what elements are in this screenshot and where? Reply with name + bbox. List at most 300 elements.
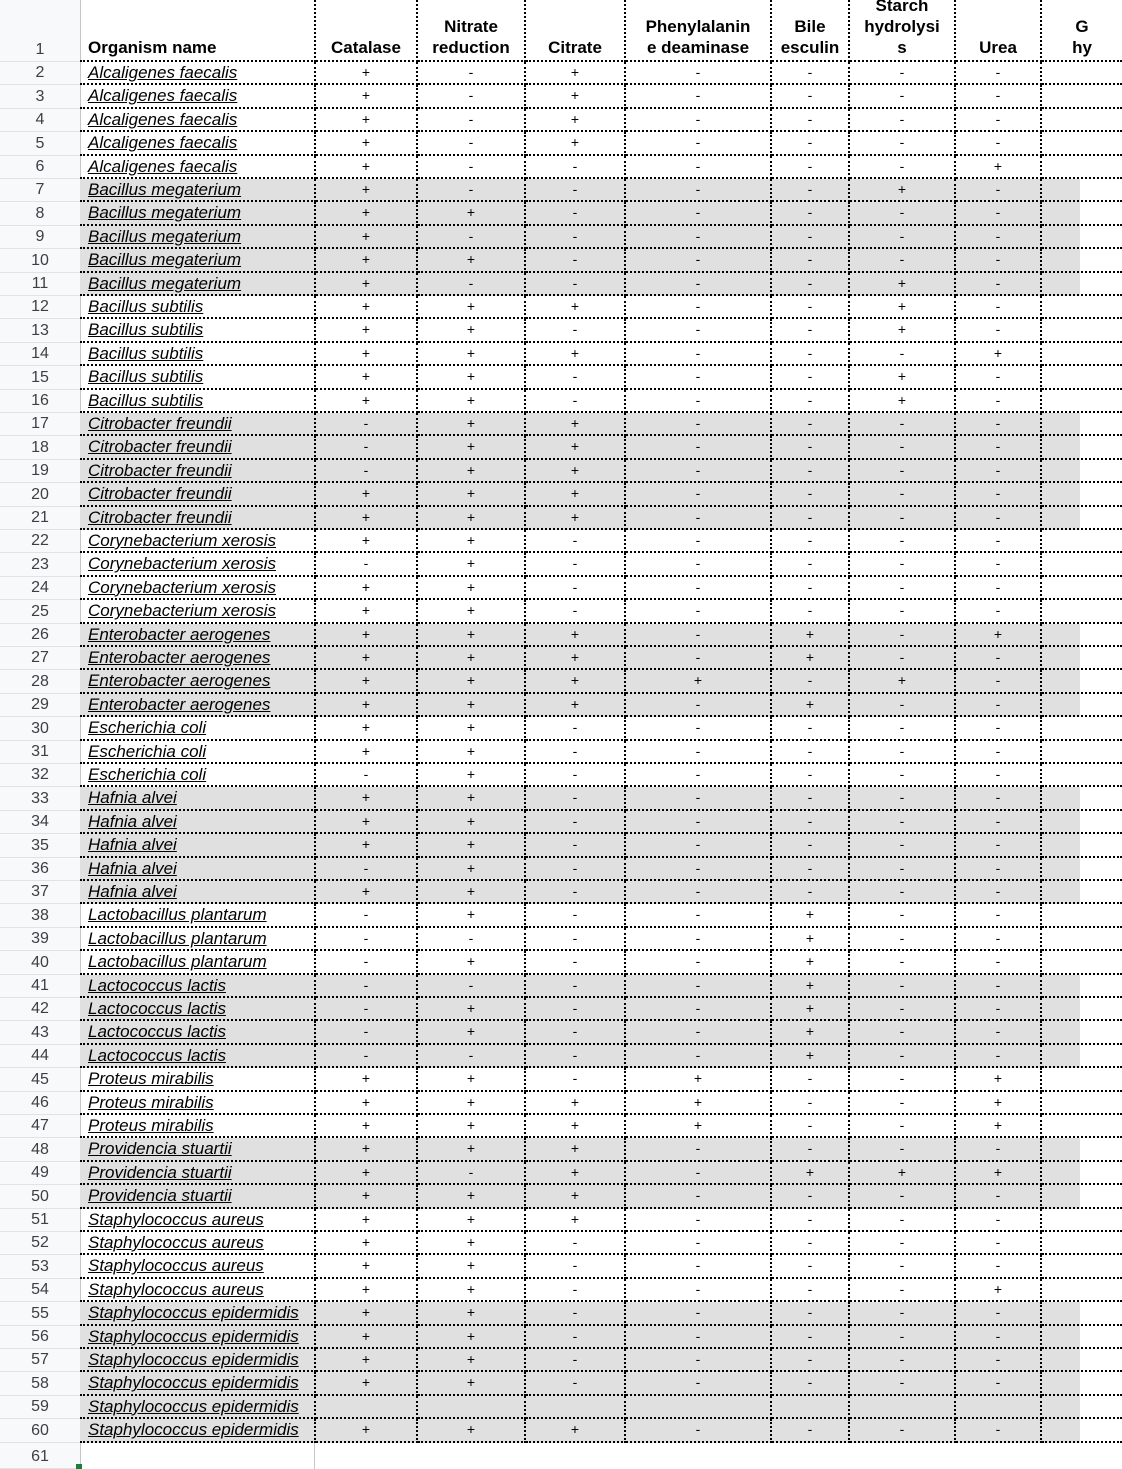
row-number[interactable]: [0, 1021, 80, 1044]
row-number[interactable]: [0, 273, 80, 296]
test-result-cell[interactable]: -: [772, 179, 850, 202]
empty-cell[interactable]: [1042, 436, 1122, 459]
empty-cell[interactable]: [1042, 273, 1122, 296]
test-result-cell[interactable]: +: [418, 1279, 526, 1302]
test-result-cell[interactable]: -: [956, 1021, 1042, 1044]
test-result-cell[interactable]: -: [956, 1209, 1042, 1232]
row-number[interactable]: [0, 179, 80, 202]
test-result-cell[interactable]: -: [626, 436, 772, 459]
test-result-cell[interactable]: -: [316, 764, 418, 787]
test-result-cell[interactable]: -: [850, 1326, 956, 1349]
organism-name-cell[interactable]: Staphylococcus epidermidis: [80, 1349, 316, 1372]
test-result-cell[interactable]: -: [772, 1255, 850, 1278]
row-number[interactable]: [0, 764, 80, 787]
test-result-cell[interactable]: -: [772, 507, 850, 530]
test-result-cell[interactable]: +: [526, 1138, 626, 1161]
test-result-cell[interactable]: -: [772, 249, 850, 272]
test-result-cell[interactable]: -: [850, 647, 956, 670]
row-number[interactable]: [0, 647, 80, 670]
test-result-cell[interactable]: -: [850, 109, 956, 132]
empty-cell[interactable]: [1042, 1326, 1122, 1349]
test-result-cell[interactable]: -: [626, 62, 772, 85]
row-number[interactable]: [0, 741, 80, 764]
test-result-cell[interactable]: -: [526, 834, 626, 857]
test-result-cell[interactable]: -: [526, 319, 626, 342]
test-result-cell[interactable]: -: [418, 132, 526, 155]
empty-cell[interactable]: [1042, 483, 1122, 506]
test-result-cell[interactable]: +: [316, 132, 418, 155]
test-result-cell[interactable]: +: [526, 624, 626, 647]
test-result-cell[interactable]: -: [956, 647, 1042, 670]
row-number[interactable]: [0, 1185, 80, 1208]
test-result-cell[interactable]: -: [626, 1209, 772, 1232]
row-number[interactable]: [0, 1396, 80, 1419]
test-result-cell[interactable]: +: [418, 483, 526, 506]
row-number[interactable]: [0, 249, 80, 272]
test-result-cell[interactable]: -: [526, 249, 626, 272]
test-result-cell[interactable]: -: [626, 811, 772, 834]
test-result-cell[interactable]: -: [316, 460, 418, 483]
test-result-cell[interactable]: +: [418, 1138, 526, 1161]
test-result-cell[interactable]: -: [850, 624, 956, 647]
test-result-cell[interactable]: -: [418, 1045, 526, 1068]
test-result-cell[interactable]: -: [956, 460, 1042, 483]
test-result-cell[interactable]: -: [526, 975, 626, 998]
test-result-cell[interactable]: +: [956, 1115, 1042, 1138]
test-result-cell[interactable]: -: [772, 109, 850, 132]
test-result-cell[interactable]: -: [626, 647, 772, 670]
test-result-cell[interactable]: +: [316, 1255, 418, 1278]
test-result-cell[interactable]: +: [526, 132, 626, 155]
test-result-cell[interactable]: +: [316, 694, 418, 717]
test-result-cell[interactable]: -: [526, 811, 626, 834]
row-number[interactable]: [0, 1419, 80, 1442]
test-result-cell[interactable]: +: [316, 881, 418, 904]
test-result-cell[interactable]: +: [316, 1162, 418, 1185]
organism-name-cell[interactable]: Bacillus subtilis: [80, 319, 316, 342]
test-result-cell[interactable]: -: [526, 156, 626, 179]
test-result-cell[interactable]: -: [626, 577, 772, 600]
organism-name-cell[interactable]: Providencia stuartii: [80, 1185, 316, 1208]
test-result-cell[interactable]: -: [956, 975, 1042, 998]
test-result-cell[interactable]: -: [772, 858, 850, 881]
test-result-cell[interactable]: +: [626, 1115, 772, 1138]
organism-name-cell[interactable]: Enterobacter aerogenes: [80, 694, 316, 717]
test-result-cell[interactable]: -: [526, 951, 626, 974]
test-result-cell[interactable]: -: [956, 834, 1042, 857]
test-result-cell[interactable]: -: [526, 1045, 626, 1068]
test-result-cell[interactable]: -: [626, 319, 772, 342]
test-result-cell[interactable]: -: [850, 1185, 956, 1208]
organism-name-cell[interactable]: Escherichia coli: [80, 764, 316, 787]
empty-cell[interactable]: [1042, 834, 1122, 857]
test-result-cell[interactable]: +: [316, 1419, 418, 1442]
test-result-cell[interactable]: +: [772, 928, 850, 951]
test-result-cell[interactable]: +: [956, 1068, 1042, 1091]
row-number[interactable]: [0, 436, 80, 459]
row-number[interactable]: [0, 1209, 80, 1232]
test-result-cell[interactable]: +: [418, 507, 526, 530]
row-number[interactable]: [0, 413, 80, 436]
test-result-cell[interactable]: -: [956, 553, 1042, 576]
empty-cell[interactable]: [1042, 296, 1122, 319]
column-header[interactable]: [316, 0, 418, 62]
test-result-cell[interactable]: -: [956, 811, 1042, 834]
row-number[interactable]: [0, 483, 80, 506]
test-result-cell[interactable]: -: [316, 1045, 418, 1068]
test-result-cell[interactable]: -: [626, 1232, 772, 1255]
test-result-cell[interactable]: +: [418, 530, 526, 553]
test-result-cell[interactable]: -: [418, 928, 526, 951]
row-number[interactable]: [0, 1302, 80, 1325]
test-result-cell[interactable]: -: [772, 1115, 850, 1138]
test-result-cell[interactable]: -: [850, 717, 956, 740]
test-result-cell[interactable]: -: [626, 1138, 772, 1161]
test-result-cell[interactable]: +: [850, 670, 956, 693]
test-result-cell[interactable]: -: [956, 390, 1042, 413]
test-result-cell[interactable]: +: [526, 647, 626, 670]
test-result-cell[interactable]: -: [526, 1326, 626, 1349]
test-result-cell[interactable]: -: [850, 741, 956, 764]
test-result-cell[interactable]: -: [526, 202, 626, 225]
organism-name-cell[interactable]: Lactococcus lactis: [80, 1045, 316, 1068]
row-number[interactable]: [0, 694, 80, 717]
test-result-cell[interactable]: -: [316, 904, 418, 927]
row-number[interactable]: [0, 1326, 80, 1349]
row-number[interactable]: [0, 226, 80, 249]
test-result-cell[interactable]: +: [418, 1349, 526, 1372]
test-result-cell[interactable]: +: [418, 319, 526, 342]
test-result-cell[interactable]: +: [772, 1045, 850, 1068]
test-result-cell[interactable]: -: [850, 530, 956, 553]
empty-cell[interactable]: [1042, 881, 1122, 904]
test-result-cell[interactable]: -: [626, 787, 772, 810]
test-result-cell[interactable]: +: [526, 483, 626, 506]
empty-cell[interactable]: [1042, 717, 1122, 740]
test-result-cell[interactable]: -: [626, 834, 772, 857]
test-result-cell[interactable]: -: [772, 787, 850, 810]
test-result-cell[interactable]: +: [316, 366, 418, 389]
test-result-cell[interactable]: -: [316, 436, 418, 459]
test-result-cell[interactable]: -: [956, 881, 1042, 904]
test-result-cell[interactable]: -: [850, 1279, 956, 1302]
test-result-cell[interactable]: [418, 1396, 526, 1419]
organism-name-cell[interactable]: Bacillus subtilis: [80, 296, 316, 319]
test-result-cell[interactable]: -: [956, 413, 1042, 436]
test-result-cell[interactable]: -: [956, 998, 1042, 1021]
test-result-cell[interactable]: -: [956, 600, 1042, 623]
test-result-cell[interactable]: -: [850, 1349, 956, 1372]
row-number[interactable]: [0, 553, 80, 576]
test-result-cell[interactable]: -: [956, 741, 1042, 764]
test-result-cell[interactable]: +: [850, 366, 956, 389]
row-number[interactable]: [0, 1279, 80, 1302]
test-result-cell[interactable]: +: [418, 694, 526, 717]
test-result-cell[interactable]: [850, 1396, 956, 1419]
test-result-cell[interactable]: -: [850, 1068, 956, 1091]
row-number[interactable]: [0, 1232, 80, 1255]
test-result-cell[interactable]: -: [850, 1092, 956, 1115]
empty-cell[interactable]: [1042, 1255, 1122, 1278]
test-result-cell[interactable]: -: [850, 1372, 956, 1395]
empty-cell[interactable]: [1042, 694, 1122, 717]
test-result-cell[interactable]: -: [626, 390, 772, 413]
test-result-cell[interactable]: +: [316, 1349, 418, 1372]
test-result-cell[interactable]: +: [526, 62, 626, 85]
test-result-cell[interactable]: -: [956, 1419, 1042, 1442]
test-result-cell[interactable]: -: [956, 202, 1042, 225]
test-result-cell[interactable]: +: [316, 811, 418, 834]
organism-name-cell[interactable]: Escherichia coli: [80, 741, 316, 764]
organism-name-cell[interactable]: Bacillus subtilis: [80, 390, 316, 413]
test-result-cell[interactable]: +: [316, 85, 418, 108]
test-result-cell[interactable]: +: [316, 530, 418, 553]
empty-cell[interactable]: [1042, 85, 1122, 108]
test-result-cell[interactable]: -: [316, 998, 418, 1021]
test-result-cell[interactable]: -: [772, 226, 850, 249]
row-number[interactable]: [0, 1068, 80, 1091]
empty-cell[interactable]: [1042, 787, 1122, 810]
test-result-cell[interactable]: -: [626, 600, 772, 623]
test-result-cell[interactable]: -: [772, 436, 850, 459]
test-result-cell[interactable]: -: [526, 741, 626, 764]
organism-name-cell[interactable]: Citrobacter freundii: [80, 507, 316, 530]
empty-cell[interactable]: [1042, 1372, 1122, 1395]
empty-cell[interactable]: [1042, 998, 1122, 1021]
row-number[interactable]: [0, 904, 80, 927]
test-result-cell[interactable]: -: [526, 1349, 626, 1372]
test-result-cell[interactable]: -: [626, 156, 772, 179]
test-result-cell[interactable]: +: [316, 202, 418, 225]
test-result-cell[interactable]: +: [772, 951, 850, 974]
row-number[interactable]: [0, 998, 80, 1021]
test-result-cell[interactable]: +: [526, 1209, 626, 1232]
empty-cell[interactable]: [1042, 1021, 1122, 1044]
organism-name-cell[interactable]: Lactococcus lactis: [80, 1021, 316, 1044]
test-result-cell[interactable]: -: [418, 1162, 526, 1185]
test-result-cell[interactable]: +: [772, 647, 850, 670]
test-result-cell[interactable]: -: [626, 764, 772, 787]
test-result-cell[interactable]: -: [316, 1021, 418, 1044]
test-result-cell[interactable]: -: [316, 413, 418, 436]
row-number[interactable]: [0, 85, 80, 108]
organism-name-cell[interactable]: Bacillus megaterium: [80, 249, 316, 272]
test-result-cell[interactable]: +: [526, 1162, 626, 1185]
column-header[interactable]: [1042, 0, 1122, 62]
organism-name-cell[interactable]: Hafnia alvei: [80, 881, 316, 904]
test-result-cell[interactable]: +: [418, 624, 526, 647]
test-result-cell[interactable]: -: [772, 1068, 850, 1091]
column-header[interactable]: [772, 0, 850, 62]
empty-cell[interactable]: [1042, 741, 1122, 764]
test-result-cell[interactable]: -: [626, 975, 772, 998]
organism-name-cell[interactable]: Enterobacter aerogenes: [80, 624, 316, 647]
test-result-cell[interactable]: -: [526, 1302, 626, 1325]
test-result-cell[interactable]: -: [526, 1279, 626, 1302]
empty-cell[interactable]: [1042, 319, 1122, 342]
test-result-cell[interactable]: -: [626, 273, 772, 296]
test-result-cell[interactable]: -: [772, 343, 850, 366]
test-result-cell[interactable]: -: [956, 1138, 1042, 1161]
test-result-cell[interactable]: +: [316, 1068, 418, 1091]
test-result-cell[interactable]: +: [526, 1115, 626, 1138]
organism-name-cell[interactable]: Providencia stuartii: [80, 1138, 316, 1161]
test-result-cell[interactable]: -: [626, 343, 772, 366]
empty-cell[interactable]: [1042, 1068, 1122, 1091]
test-result-cell[interactable]: -: [956, 928, 1042, 951]
test-result-cell[interactable]: +: [418, 811, 526, 834]
empty-cell[interactable]: [1042, 226, 1122, 249]
test-result-cell[interactable]: -: [772, 460, 850, 483]
organism-name-cell[interactable]: Bacillus megaterium: [80, 179, 316, 202]
test-result-cell[interactable]: -: [626, 109, 772, 132]
test-result-cell[interactable]: +: [956, 1279, 1042, 1302]
test-result-cell[interactable]: +: [316, 1326, 418, 1349]
test-result-cell[interactable]: -: [956, 249, 1042, 272]
organism-name-cell[interactable]: Proteus mirabilis: [80, 1068, 316, 1091]
test-result-cell[interactable]: -: [850, 975, 956, 998]
test-result-cell[interactable]: -: [772, 413, 850, 436]
test-result-cell[interactable]: -: [772, 132, 850, 155]
test-result-cell[interactable]: +: [418, 1185, 526, 1208]
test-result-cell[interactable]: -: [850, 85, 956, 108]
test-result-cell[interactable]: -: [626, 413, 772, 436]
test-result-cell[interactable]: +: [418, 998, 526, 1021]
test-result-cell[interactable]: +: [626, 1092, 772, 1115]
test-result-cell[interactable]: -: [850, 787, 956, 810]
organism-name-cell[interactable]: Hafnia alvei: [80, 834, 316, 857]
row-number[interactable]: [0, 1092, 80, 1115]
test-result-cell[interactable]: +: [418, 1302, 526, 1325]
test-result-cell[interactable]: -: [850, 1115, 956, 1138]
organism-name-cell[interactable]: Staphylococcus epidermidis: [80, 1396, 316, 1419]
test-result-cell[interactable]: -: [956, 366, 1042, 389]
empty-cell[interactable]: [1042, 1162, 1122, 1185]
row-number[interactable]: [0, 132, 80, 155]
test-result-cell[interactable]: -: [626, 1372, 772, 1395]
organism-name-cell[interactable]: Hafnia alvei: [80, 811, 316, 834]
test-result-cell[interactable]: -: [850, 1209, 956, 1232]
empty-cell[interactable]: [1042, 1419, 1122, 1442]
test-result-cell[interactable]: +: [850, 390, 956, 413]
test-result-cell[interactable]: +: [850, 319, 956, 342]
row-number[interactable]: [0, 624, 80, 647]
test-result-cell[interactable]: +: [316, 1185, 418, 1208]
test-result-cell[interactable]: -: [850, 577, 956, 600]
organism-name-cell[interactable]: Corynebacterium xerosis: [80, 553, 316, 576]
organism-name-cell[interactable]: Corynebacterium xerosis: [80, 530, 316, 553]
test-result-cell[interactable]: -: [526, 273, 626, 296]
row-number[interactable]: [0, 507, 80, 530]
test-result-cell[interactable]: -: [526, 390, 626, 413]
test-result-cell[interactable]: -: [316, 951, 418, 974]
test-result-cell[interactable]: -: [956, 530, 1042, 553]
test-result-cell[interactable]: -: [772, 1349, 850, 1372]
empty-cell[interactable]: [1042, 109, 1122, 132]
test-result-cell[interactable]: -: [526, 226, 626, 249]
row-number[interactable]: [0, 834, 80, 857]
row-number[interactable]: [0, 109, 80, 132]
row-number[interactable]: [0, 670, 80, 693]
test-result-cell[interactable]: +: [418, 600, 526, 623]
test-result-cell[interactable]: -: [772, 1326, 850, 1349]
test-result-cell[interactable]: -: [526, 600, 626, 623]
test-result-cell[interactable]: -: [626, 928, 772, 951]
test-result-cell[interactable]: -: [772, 741, 850, 764]
test-result-cell[interactable]: -: [418, 975, 526, 998]
test-result-cell[interactable]: +: [418, 1115, 526, 1138]
test-result-cell[interactable]: -: [626, 530, 772, 553]
row-header-column[interactable]: [0, 0, 81, 1469]
test-result-cell[interactable]: +: [316, 717, 418, 740]
test-result-cell[interactable]: -: [526, 717, 626, 740]
test-result-cell[interactable]: -: [850, 436, 956, 459]
test-result-cell[interactable]: +: [956, 1162, 1042, 1185]
test-result-cell[interactable]: -: [956, 507, 1042, 530]
test-result-cell[interactable]: -: [772, 273, 850, 296]
test-result-cell[interactable]: +: [418, 787, 526, 810]
test-result-cell[interactable]: +: [772, 998, 850, 1021]
test-result-cell[interactable]: -: [626, 85, 772, 108]
test-result-cell[interactable]: -: [772, 366, 850, 389]
test-result-cell[interactable]: -: [626, 881, 772, 904]
test-result-cell[interactable]: +: [772, 904, 850, 927]
test-result-cell[interactable]: -: [956, 1302, 1042, 1325]
test-result-cell[interactable]: +: [772, 1162, 850, 1185]
empty-cell[interactable]: [1042, 132, 1122, 155]
test-result-cell[interactable]: +: [418, 1232, 526, 1255]
empty-cell[interactable]: [1042, 202, 1122, 225]
test-result-cell[interactable]: +: [316, 179, 418, 202]
test-result-cell[interactable]: -: [626, 179, 772, 202]
organism-name-cell[interactable]: Staphylococcus epidermidis: [80, 1419, 316, 1442]
organism-name-cell[interactable]: Lactobacillus plantarum: [80, 928, 316, 951]
test-result-cell[interactable]: +: [316, 787, 418, 810]
empty-cell[interactable]: [1042, 507, 1122, 530]
test-result-cell[interactable]: -: [956, 85, 1042, 108]
test-result-cell[interactable]: -: [956, 319, 1042, 342]
test-result-cell[interactable]: -: [850, 904, 956, 927]
test-result-cell[interactable]: +: [316, 1232, 418, 1255]
test-result-cell[interactable]: +: [418, 436, 526, 459]
test-result-cell[interactable]: -: [418, 62, 526, 85]
organism-name-cell[interactable]: Staphylococcus epidermidis: [80, 1302, 316, 1325]
test-result-cell[interactable]: +: [850, 273, 956, 296]
organism-name-cell[interactable]: Bacillus subtilis: [80, 343, 316, 366]
test-result-cell[interactable]: -: [850, 413, 956, 436]
row-number[interactable]: [0, 1372, 80, 1395]
test-result-cell[interactable]: +: [316, 273, 418, 296]
row-number[interactable]: [0, 600, 80, 623]
empty-cell[interactable]: [1042, 1045, 1122, 1068]
test-result-cell[interactable]: -: [626, 460, 772, 483]
empty-cell[interactable]: [1042, 600, 1122, 623]
row-number[interactable]: [0, 319, 80, 342]
test-result-cell[interactable]: -: [850, 553, 956, 576]
row-number[interactable]: [0, 530, 80, 553]
column-header[interactable]: [626, 0, 772, 62]
test-result-cell[interactable]: +: [956, 156, 1042, 179]
empty-cell[interactable]: [1042, 413, 1122, 436]
test-result-cell[interactable]: +: [526, 1092, 626, 1115]
organism-name-cell[interactable]: Bacillus subtilis: [80, 366, 316, 389]
test-result-cell[interactable]: +: [316, 647, 418, 670]
row-number[interactable]: [0, 1443, 80, 1469]
test-result-cell[interactable]: -: [526, 577, 626, 600]
test-result-cell[interactable]: -: [850, 62, 956, 85]
test-result-cell[interactable]: +: [316, 834, 418, 857]
organism-name-cell[interactable]: Hafnia alvei: [80, 858, 316, 881]
